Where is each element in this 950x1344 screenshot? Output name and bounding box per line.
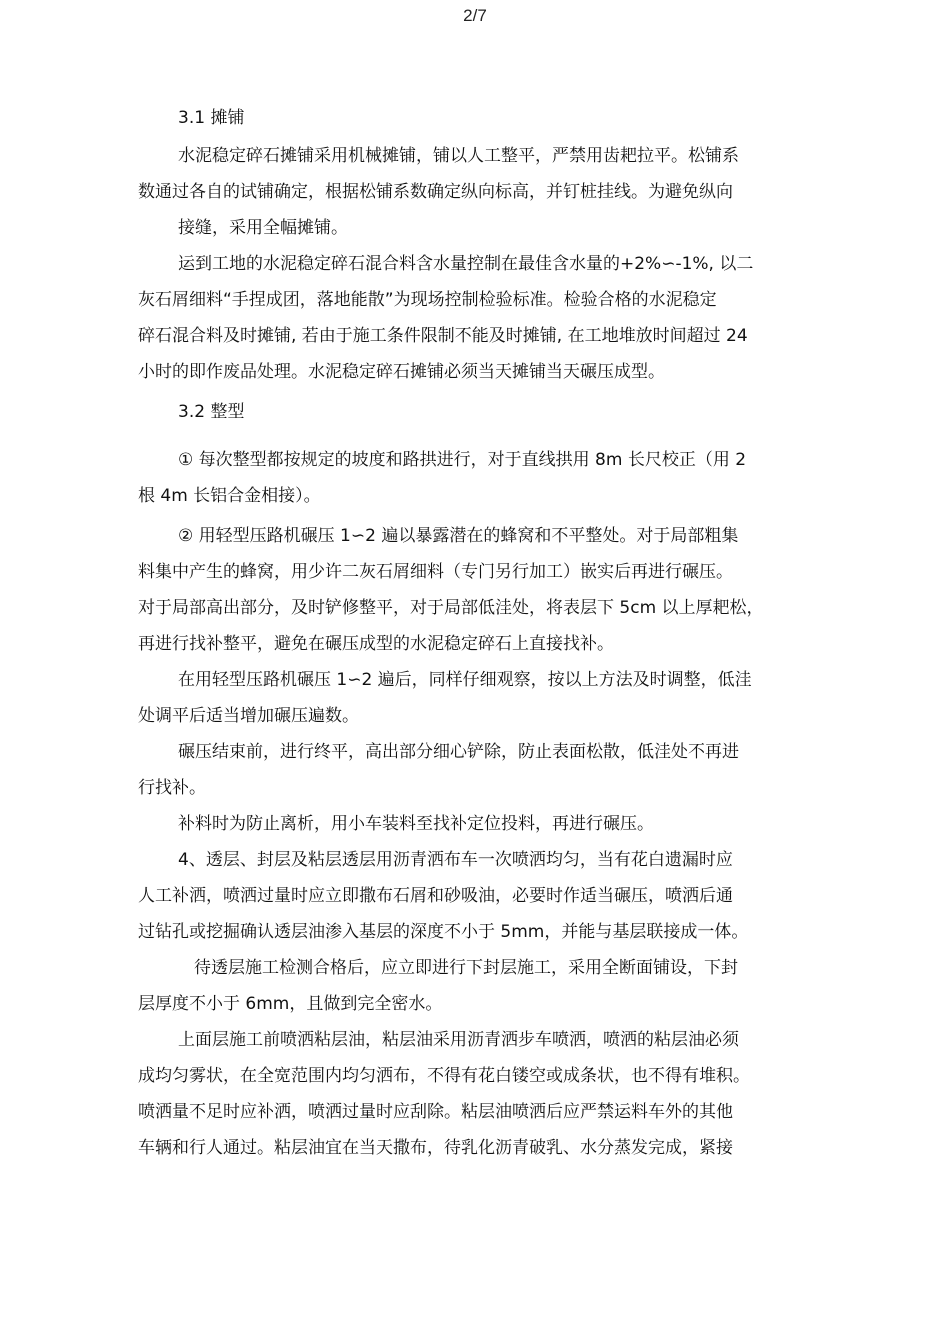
paragraph-observation: [138, 662, 828, 734]
text-line: 成均匀雾状，在全宽范围内均匀洒布，不得有花白镂空或成条状，也不得有堆积。: [138, 1066, 750, 1086]
section-heading-3-1: 3.1 摊铺: [178, 108, 245, 128]
text-line: 对于局部高出部分，及时铲修整平，对于局部低洼处，将表层下 5cm 以上厚耙松，: [138, 598, 764, 618]
text-line: 接缝，采用全幅摊铺。: [178, 218, 348, 238]
text-line: 在用轻型压路机碾压 1∽2 遍后，同样仔细观察，按以上方法及时调整，低洼: [178, 670, 752, 690]
paragraph-prime-coat: [138, 842, 828, 950]
paragraph-spreading: [138, 138, 828, 246]
text-line: 水泥稳定碎石摊铺采用机械摊铺，铺以人工整平，严禁用齿耙拉平。松铺系: [178, 146, 739, 166]
section-heading-3-2: 3.2 整型: [178, 402, 245, 422]
text-line: 碾压结束前，进行终平，高出部分细心铲除，防止表面松散，低洼处不再进: [178, 742, 739, 762]
page-number: 2/7: [463, 6, 487, 25]
text-line: 上面层施工前喷洒粘层油，粘层油采用沥青洒步车喷洒，喷洒的粘层油必须: [178, 1030, 739, 1050]
text-line: 待透层施工检测合格后，应立即进行下封层施工，采用全断面铺设，下封: [194, 958, 738, 978]
text-line: 车辆和行人通过。粘层油宜在当天撒布，待乳化沥青破乳、水分蒸发完成，紧接: [138, 1138, 733, 1158]
text-line: 再进行找补整平，避免在碾压成型的水泥稳定碎石上直接找补。: [138, 634, 614, 654]
text-line: 碎石混合料及时摊铺, 若由于施工条件限制不能及时摊铺, 在工地堆放时间超过 24: [138, 326, 748, 346]
text-line: 灰石屑细料“手捏成团，落地能散”为现场控制检验标准。检验合格的水泥稳定: [138, 290, 717, 310]
text-line: 数通过各自的试铺确定，根据松铺系数确定纵向标高，并钉桩挂线。为避免纵向: [138, 182, 733, 202]
document-body: [138, 100, 828, 1166]
paragraph-seal-coat: [138, 950, 828, 1022]
text-line: 根 4m 长铝合金相接）。: [138, 486, 321, 506]
text-line: 运到工地的水泥稳定碎石混合料含水量控制在最佳含水量的+2%∽-1%, 以二: [178, 254, 754, 274]
paragraph-shaping-2: [138, 518, 828, 662]
text-line: 料集中产生的蜂窝，用少许二灰石屑细料（专门另行加工）嵌实后再进行碾压。: [138, 562, 733, 582]
paragraph-tack-coat: [138, 1022, 828, 1166]
text-line: ② 用轻型压路机碾压 1∽2 遍以暴露潜在的蜂窝和不平整处。对于局部粗集: [178, 526, 739, 546]
text-line: 补料时为防止离析，用小车装料至找补定位投料，再进行碾压。: [178, 814, 654, 834]
paragraph-shaping-1: [138, 442, 828, 514]
text-line: 人工补洒，喷洒过量时应立即撒布石屑和砂吸油，必要时作适当碾压，喷洒后通: [138, 886, 733, 906]
text-line: 处调平后适当增加碾压遍数。: [138, 706, 359, 726]
paragraph-replenishment: [138, 806, 828, 842]
text-line: ① 每次整型都按规定的坡度和路拱进行，对于直线拱用 8m 长尺校正（用 2: [178, 450, 747, 470]
text-line: 喷洒量不足时应补洒，喷洒过量时应刮除。粘层油喷洒后应严禁运料车外的其他: [138, 1102, 733, 1122]
text-line: 小时的即作废品处理。水泥稳定碎石摊铺必须当天摊铺当天碾压成型。: [138, 362, 665, 382]
paragraph-final-leveling: [138, 734, 828, 806]
text-line: 4、透层、封层及粘层透层用沥青洒布车一次喷洒均匀，当有花白遗漏时应: [178, 850, 733, 870]
text-line: 行找补。: [138, 778, 206, 798]
text-line: 过钻孔或挖掘确认透层油渗入基层的深度不小于 5mm，并能与基层联接成一体。: [138, 922, 749, 942]
paragraph-moisture-control: [138, 246, 828, 390]
text-line: 层厚度不小于 6mm，且做到完全密水。: [138, 994, 443, 1014]
